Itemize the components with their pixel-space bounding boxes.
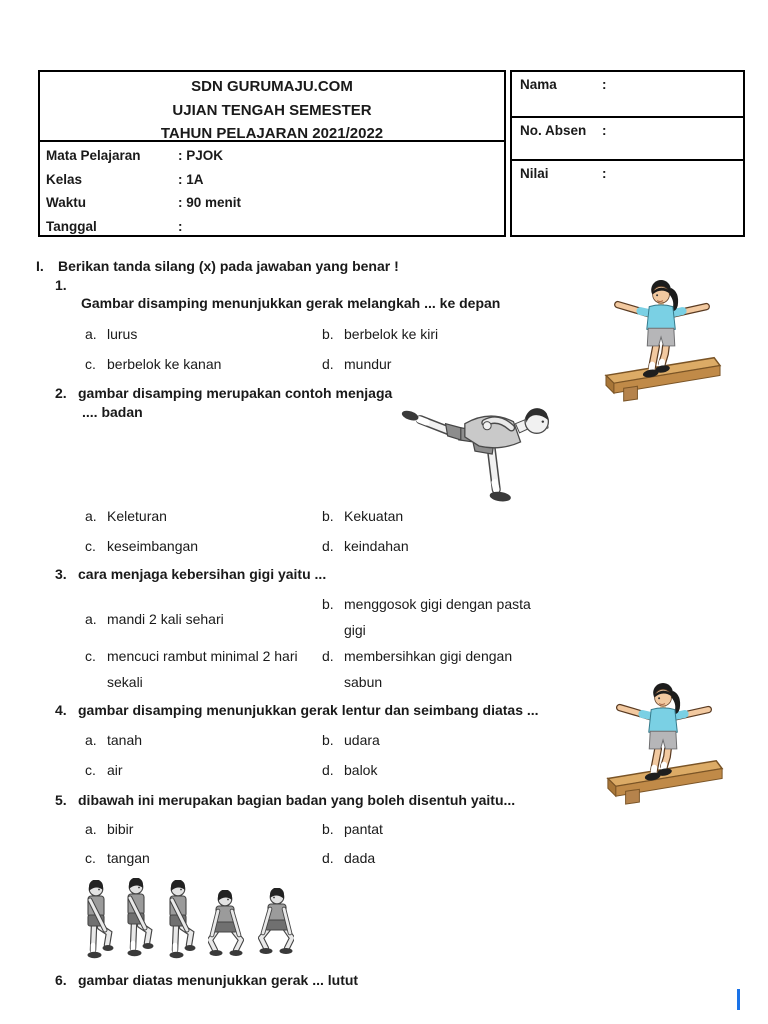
question-1-stem: Gambar disamping menunjukkan gerak melangkah ... ke depan xyxy=(81,295,501,311)
question-6-illustration-kids-stretching-icon xyxy=(80,876,308,964)
name-label: Nama xyxy=(520,77,557,92)
section-instruction-text: Berikan tanda silang (x) pada jawaban yang benar ! xyxy=(58,258,399,274)
subject-value: : PJOK xyxy=(178,148,224,163)
question-2-option-a: a. Keleturan xyxy=(85,508,167,524)
question-3-option-d: d. membersihkan gigi dengan xyxy=(322,648,513,664)
question-5-stem: dibawah ini merupakan bagian badan yang boleh disentuh yaitu... xyxy=(78,792,516,808)
time-label: Waktu xyxy=(46,195,86,211)
academic-year: TAHUN PELAJARAN 2021/2022 xyxy=(160,125,384,142)
question-1-illustration-girl-on-beam-icon xyxy=(604,277,722,407)
student-fields-table xyxy=(510,70,745,237)
exam-title-block xyxy=(40,72,504,142)
question-3-stem: cara menjaga kebersihan gigi yaitu ... xyxy=(78,566,327,582)
subject-label: Mata Pelajaran xyxy=(46,148,141,163)
time-value: : 90 menit xyxy=(178,195,242,211)
question-3-option-b-line2: gigi xyxy=(344,622,366,638)
absen-label: No. Absen xyxy=(520,123,587,138)
question-2-stem-line1: gambar disamping merupakan contoh menjaga xyxy=(78,385,393,401)
date-value: : xyxy=(178,218,183,234)
question-5-option-a: a. bibir xyxy=(85,821,134,837)
question-4-illustration-girl-on-beam-icon xyxy=(604,680,726,810)
exam-header-table xyxy=(38,70,506,237)
school-name: SDN GURUMAJU.COM xyxy=(191,78,353,95)
info-row-time xyxy=(46,193,504,217)
section-instruction xyxy=(36,258,399,274)
question-5-option-c: c. tangan xyxy=(85,850,150,866)
question-1-option-b: b. berbelok ke kiri xyxy=(322,326,439,342)
question-2-stem-line2: .... badan xyxy=(82,404,143,420)
question-4-option-d: d. balok xyxy=(322,762,378,778)
field-absen xyxy=(512,118,743,161)
text-cursor[interactable] xyxy=(737,989,740,1010)
info-row-class xyxy=(46,170,504,194)
question-4-stem: gambar disamping menunjukkan gerak lentur dan seimbang diatas ... xyxy=(78,702,539,718)
question-3-option-a: a. mandi 2 kali sehari xyxy=(85,611,224,627)
question-2-number: 2. xyxy=(55,385,67,401)
exam-info-rows xyxy=(40,142,504,240)
question-5-option-b: b. pantat xyxy=(322,821,383,837)
question-1-number: 1. xyxy=(55,277,67,293)
class-value: : 1A xyxy=(178,171,204,187)
nilai-colon: : xyxy=(602,166,607,181)
question-1-option-d: d. mundur xyxy=(322,356,392,372)
question-6-number: 6. xyxy=(55,972,67,988)
info-row-date xyxy=(46,217,504,241)
question-3-option-c: c. mencuci rambut minimal 2 hari xyxy=(85,648,298,664)
question-4-option-b: b. udara xyxy=(322,732,380,748)
exam-title: UJIAN TENGAH SEMESTER xyxy=(172,101,372,119)
date-label: Tanggal xyxy=(46,218,97,234)
absen-colon: : xyxy=(602,123,607,138)
field-name xyxy=(512,72,743,118)
class-label: Kelas xyxy=(46,171,83,187)
question-2-option-d: d. keindahan xyxy=(322,538,409,554)
name-colon: : xyxy=(602,77,607,92)
question-3-option-d-line2: sabun xyxy=(344,674,383,690)
nilai-label: Nilai xyxy=(520,166,549,181)
question-2-option-b: b. Kekuatan xyxy=(322,508,404,524)
question-2-option-c: c. keseimbangan xyxy=(85,538,199,554)
question-1-option-a: a. lurus xyxy=(85,326,138,342)
field-nilai xyxy=(512,161,743,231)
question-5-option-d: d. dada xyxy=(322,850,376,866)
question-4-option-c: c. air xyxy=(85,762,123,778)
info-row-subject xyxy=(46,146,504,170)
question-3-option-c-line2: sekali xyxy=(107,674,143,690)
question-4-option-a: a. tanah xyxy=(85,732,143,748)
question-3-number: 3. xyxy=(55,566,67,582)
section-numeral: I. xyxy=(36,258,44,274)
question-2-illustration-boy-balancing-icon xyxy=(398,389,558,506)
question-4-number: 4. xyxy=(55,702,67,718)
question-1-option-c: c. berbelok ke kanan xyxy=(85,356,222,372)
question-3-option-b: b. menggosok gigi dengan pasta xyxy=(322,596,531,612)
question-6-stem: gambar diatas menunjukkan gerak ... lutut xyxy=(78,972,359,988)
question-5-number: 5. xyxy=(55,792,67,808)
